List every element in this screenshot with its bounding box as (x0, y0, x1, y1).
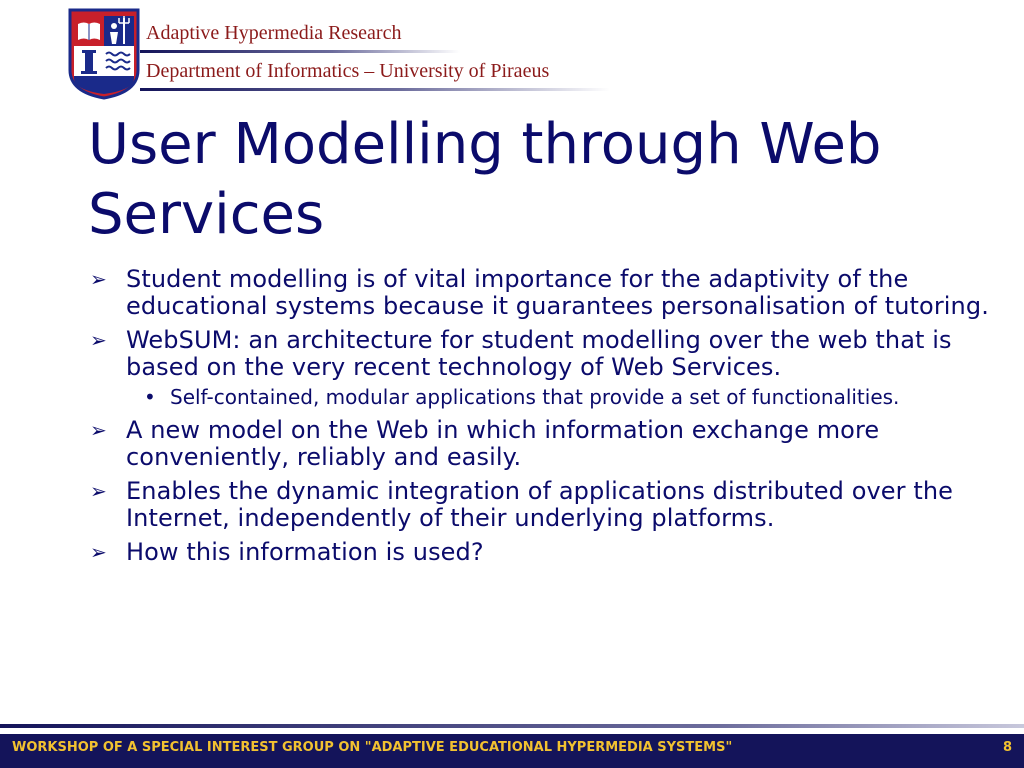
arrow-bullet-icon: ➢ (90, 267, 107, 291)
bullet-item (88, 327, 1008, 381)
header-research-group: Adaptive Hypermedia Research (146, 22, 402, 44)
dot-bullet-icon: • (144, 385, 156, 409)
arrow-bullet-icon: ➢ (90, 418, 107, 442)
bullet-text: Enables the dynamic integration of applications distributed over the Internet, independently of their underlying platforms. (126, 477, 954, 532)
footer-workshop-title: WORKSHOP OF A SPECIAL INTEREST GROUP ON "ADAPTIVE EDUCATIONAL HYPERMEDIA SYSTEMS" (12, 740, 733, 755)
bullet-text: Student modelling is of vital importance for the adaptivity of the educational systems because it guarantees personalisation of tutoring. (126, 265, 989, 320)
arrow-bullet-icon: ➢ (90, 540, 107, 564)
bullet-text: How this information is used? (126, 538, 484, 566)
bullet-text: WebSUM: an architecture for student modelling over the web that is based on the very recent technology of Web Services. (126, 326, 952, 381)
bullet-item (88, 539, 1008, 566)
arrow-bullet-icon: ➢ (90, 479, 107, 503)
header-divider-1 (140, 50, 460, 53)
university-emblem-icon (68, 8, 140, 100)
sub-bullet-item (88, 386, 1008, 409)
bullet-item (88, 417, 1008, 471)
footer-divider (0, 724, 1024, 728)
bullet-list (88, 266, 1008, 573)
page-number: 8 (1002, 740, 1012, 755)
header-divider-2 (140, 88, 610, 91)
bullet-item (88, 478, 1008, 532)
arrow-bullet-icon: ➢ (90, 328, 107, 352)
bullet-text: A new model on the Web in which information exchange more conveniently, reliably and easily. (126, 416, 880, 471)
bullet-item (88, 266, 1008, 320)
header-department: Department of Informatics – University of Piraeus (146, 60, 550, 82)
slide-title: User Modelling through Web Services (88, 112, 882, 247)
sub-bullet-text: Self-contained, modular applications that provide a set of functionalities. (170, 385, 900, 409)
